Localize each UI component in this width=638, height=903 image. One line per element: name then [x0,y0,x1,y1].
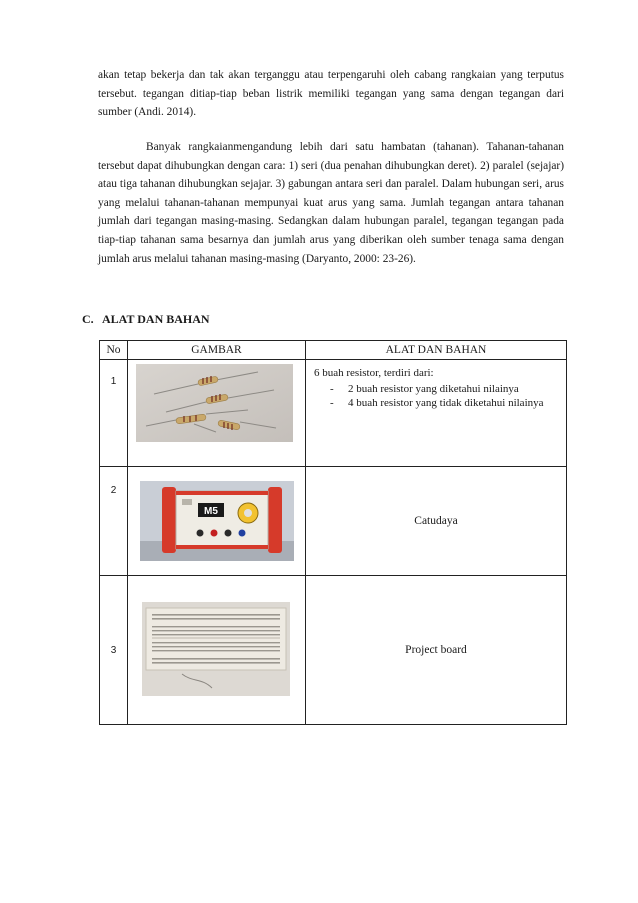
list-item: - 4 buah resistor yang tidak diketahui nilainya [348,396,560,410]
paragraph-1: akan tetap bekerja dan tak akan terganggu atau terpengaruhi oleh cabang rangkaian yang terputus tersebut. tegangan ditiap-tiap beban listrik memiliki tegangan yang sama dengan tegangan dari sumber (Andi. 2014). [98,69,564,119]
image-cell [128,467,306,576]
row-number-cell [100,467,128,576]
header-no: No [100,341,128,360]
section-heading [82,312,210,327]
table-row [100,467,567,576]
row-title: 6 buah resistor, terdiri dari: [314,367,434,379]
resistors-photo [136,364,293,442]
row-number: 3 [110,644,117,656]
row-number-cell [100,576,128,725]
list-item: - 2 buah resistor yang diketahui nilainya [348,382,560,396]
description-cell [306,576,567,725]
materials-table [99,340,567,725]
project-board-photo [142,602,290,696]
header-gambar: GAMBAR [128,341,306,360]
table-row [100,360,567,467]
row-number: 1 [110,376,117,387]
section-title: ALAT DAN BAHAN [102,312,210,326]
row-title: Project board [405,644,467,656]
table-row [100,576,567,725]
description-cell [306,360,567,467]
power-supply-photo [140,481,294,561]
section-letter: C. [82,312,94,326]
resistor-list [314,382,560,410]
row-number-cell [100,360,128,467]
description-cell [306,467,567,576]
table-header-row [100,341,567,360]
paragraph-2: Banyak rangkaianmengandung lebih dari satu hambatan (tahanan). Tahanan-tahanan tersebut dapat dihubungkan dengan cara: 1) seri (dua penahan dihubungkan deret). 2) paralel (sejajar) atau tiga tahanan dihubungkan sejajar. 3) gabungan antara seri dan paralel. Dalam hubungan seri, arus yang melalui tahanan-tahanan mempunyai kuat arus yang sama. Jumlah tegangan antara tahanan jumlah dari tegangan masing-masing. Sedangkan dalam hubungan paralel, tegangan tegangan pada tiap-tiap tahanan sama besarnya dan jumlah arus yang diberikan oleh sumber tenaga sama dengan jumlah arus melalui tahanan masing-masing (Daryanto, 2000: 23-26). [98,141,564,265]
power-supply-label: M5 [204,506,218,517]
header-alat: ALAT DAN BAHAN [306,341,567,360]
row-number: 2 [110,485,117,496]
image-cell [128,576,306,725]
image-cell [128,360,306,467]
row-title: Catudaya [414,515,458,527]
